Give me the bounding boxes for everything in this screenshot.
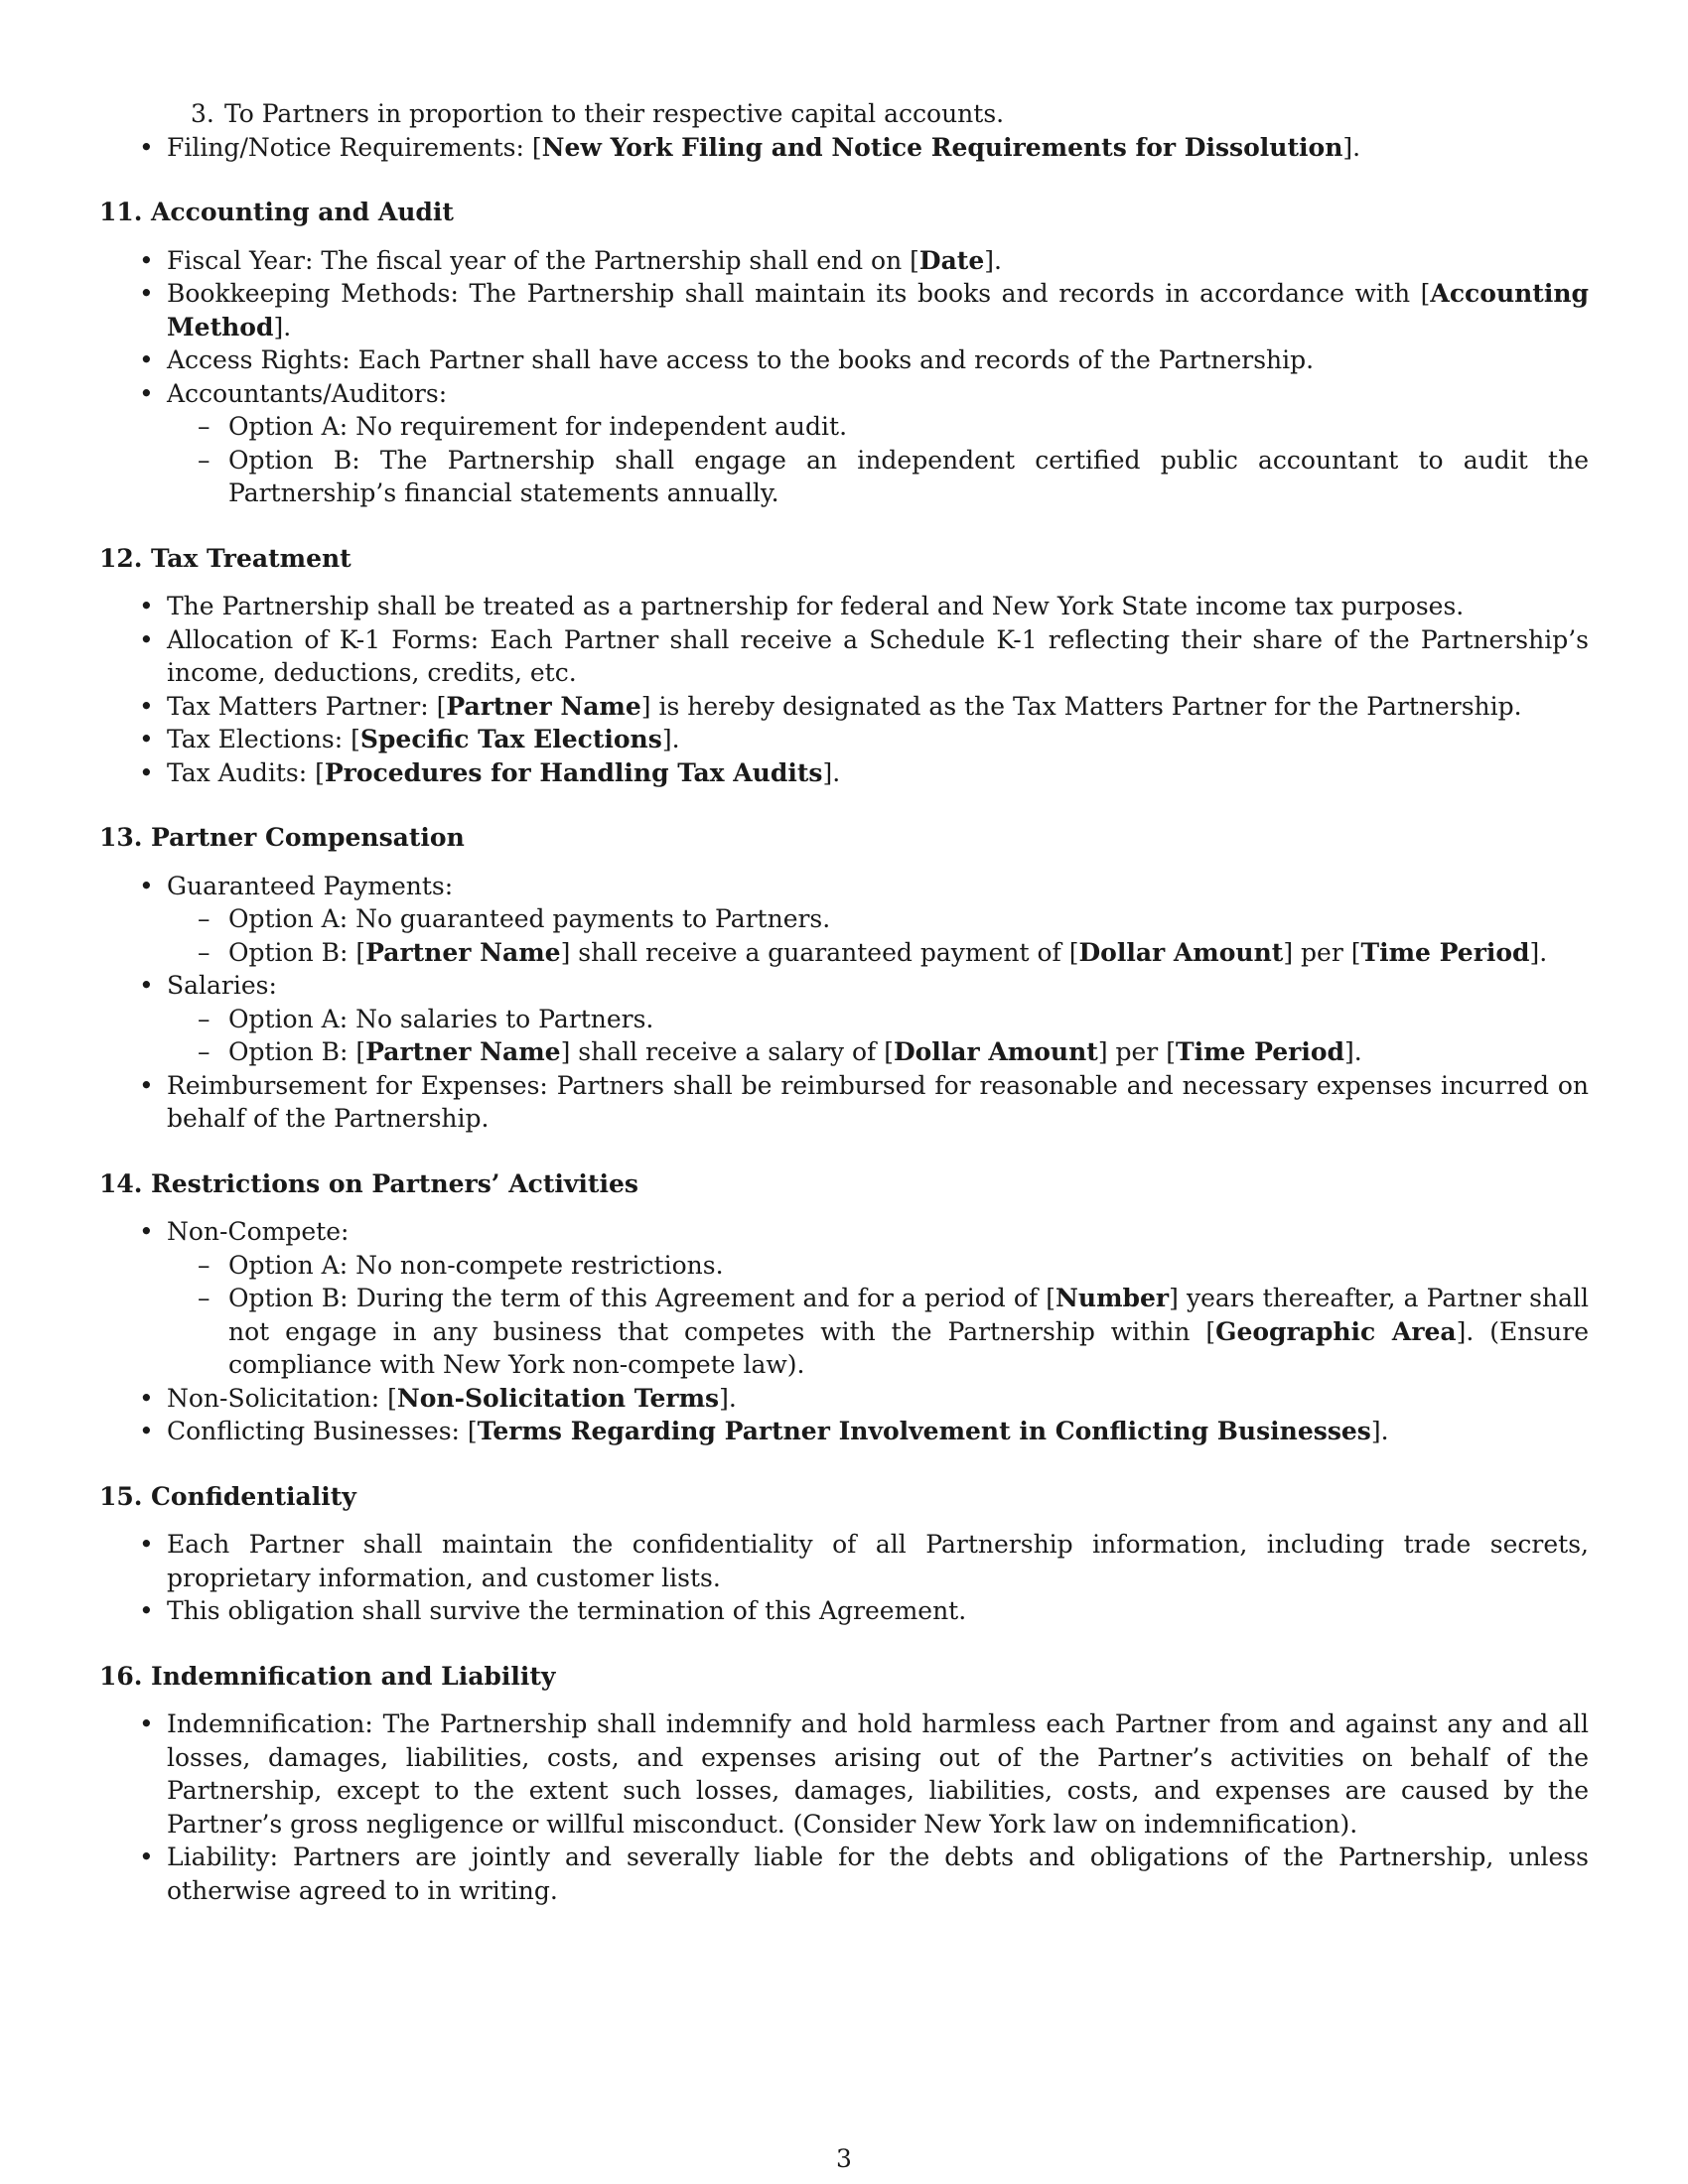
bullet-marker: • xyxy=(139,971,154,1000)
list-item: • Each Partner shall maintain the confidentiality of all Partnership information, including trade secrets, proprietary information, and customer lists. xyxy=(139,1530,1589,1592)
bullet-marker: • xyxy=(139,132,154,162)
sub-item-option-a: – Option A: No requirement for independent audit. xyxy=(99,410,1589,444)
section-heading-12: 12. Tax Treatment xyxy=(99,543,352,573)
placeholder-field: Partner Name xyxy=(446,691,641,721)
bullet-marker: • xyxy=(139,1530,154,1559)
page-content xyxy=(99,97,1589,1907)
enum-marker: 3. xyxy=(191,99,214,128)
dash-marker: – xyxy=(198,1284,211,1312)
placeholder-field: Specific Tax Elections xyxy=(359,725,662,753)
bullet-marker: • xyxy=(139,1217,154,1246)
sub-item: – Option A: No guaranteed payments to Partners. xyxy=(99,902,1589,936)
placeholder-field: Partner Name xyxy=(365,1037,561,1066)
list-item: • Tax Audits: [Procedures for Handling Tax Audits]. xyxy=(99,756,1589,790)
section-heading-13: 13. Partner Compensation xyxy=(99,823,465,852)
bullet-marker: • xyxy=(139,624,154,654)
bullet-marker: • xyxy=(139,1070,154,1100)
bullet-marker: • xyxy=(139,1843,154,1871)
placeholder-field: Non-Solicitation Terms xyxy=(396,1383,720,1413)
sub-item: – Option B: [Partner Name] shall receive a salary of [Dollar Amount] per [Time Period]. xyxy=(99,1035,1589,1069)
list-item-bookkeeping: • Bookkeeping Methods: The Partnership shall maintain its books and records in accordance with [Accounting Method]. xyxy=(139,279,1589,341)
placeholder-field: Number xyxy=(1055,1284,1170,1312)
list-item: • Non-Solicitation: [Non-Solicitation Terms]. xyxy=(99,1382,1589,1416)
placeholder-field: Dollar Amount xyxy=(1078,937,1284,967)
list-item: • Non-Compete: xyxy=(99,1215,1589,1249)
placeholder-field: Time Period xyxy=(1360,937,1530,967)
bullet-marker: • xyxy=(139,279,154,308)
page-number: 3 xyxy=(836,2144,852,2173)
list-item: • Allocation of K-1 Forms: Each Partner shall receive a Schedule K-1 reflecting their share of the Partnership’s income, deductions, credits, etc. xyxy=(139,624,1589,687)
bullet-marker: • xyxy=(139,245,154,275)
placeholder-field: Accounting Method xyxy=(167,279,1589,341)
bullet-marker: • xyxy=(139,725,154,753)
placeholder-field: Dollar Amount xyxy=(893,1037,1098,1066)
list-item: • The Partnership shall be treated as a partnership for federal and New York State income tax purposes. xyxy=(99,590,1589,623)
list-item-filing: • Filing/Notice Requirements: [New York Filing and Notice Requirements for Dissolution]. xyxy=(99,131,1589,165)
dash-marker: – xyxy=(198,445,211,475)
dash-marker: – xyxy=(198,412,211,441)
bullet-marker: • xyxy=(139,757,154,787)
placeholder-field: New York Filing and Notice Requirements for Dissolution xyxy=(541,132,1343,162)
bullet-marker: • xyxy=(139,1709,154,1738)
placeholder-field: Terms Regarding Partner Involvement in Conflicting Businesses xyxy=(477,1417,1371,1445)
placeholder-field: Partner Name xyxy=(365,937,561,967)
list-item: • Tax Elections: [Specific Tax Elections]. xyxy=(99,723,1589,756)
placeholder-field: Date xyxy=(918,245,985,275)
sub-item-option-b: – Option B: The Partnership shall engage an independent certified public accountant to audit the Partnership’s financial statements annually. xyxy=(198,445,1589,507)
bullet-marker: • xyxy=(139,345,154,374)
dash-marker: – xyxy=(198,1250,211,1280)
bullet-marker: • xyxy=(139,1417,154,1445)
list-item: • This obligation shall survive the termination of this Agreement. xyxy=(99,1594,1589,1628)
list-item: • Conflicting Businesses: [Terms Regarding Partner Involvement in Conflicting Businesses]. xyxy=(99,1415,1589,1448)
list-item: • Liability: Partners are jointly and severally liable for the debts and obligations of the Partnership, unless otherwise agreed to in writing. xyxy=(139,1843,1589,1905)
bullet-marker: • xyxy=(139,1596,154,1625)
bullet-marker: • xyxy=(139,378,154,408)
placeholder-field: Geographic Area xyxy=(1215,1316,1457,1346)
section-heading-11: 11. Accounting and Audit xyxy=(99,198,454,226)
list-item-access-rights: • Access Rights: Each Partner shall have access to the books and records of the Partnership. xyxy=(99,343,1589,377)
dash-marker: – xyxy=(198,1004,211,1033)
list-item: • Indemnification: The Partnership shall indemnify and hold harmless each Partner from and against any and all losses, damages, liabilities, costs, and expenses arising out of the Partner’s activities on behalf of the Partnership, except to the extent such losses, damages, liabilities, costs, and expenses are caused by the Partner’s gross negligence or willful misconduct. (Consider New York law on indemnification). xyxy=(139,1709,1589,1839)
list-item-fiscal-year: • Fiscal Year: The fiscal year of the Partnership shall end on [Date]. xyxy=(99,244,1589,278)
list-item: • Tax Matters Partner: [Partner Name] is hereby designated as the Tax Matters Partner for the Partnership. xyxy=(99,690,1589,724)
enum-item xyxy=(99,97,1589,131)
list-item: • Guaranteed Payments: xyxy=(99,870,1589,903)
bullet-marker: • xyxy=(139,592,154,620)
section-heading-14: 14. Restrictions on Partners’ Activities xyxy=(99,1168,638,1198)
enum-text: To Partners in proportion to their respective capital accounts. xyxy=(224,99,1005,128)
sub-item: – Option B: During the term of this Agreement and for a period of [Number] years thereafter, a Partner shall not engage in any business that competes with the Partnership within [Geographic Area]. (Ensure compliance with New York non-compete law). xyxy=(198,1284,1589,1379)
dash-marker: – xyxy=(198,1037,211,1066)
list-item: • Salaries: xyxy=(99,969,1589,1003)
section-heading-16: 16. Indemnification and Liability xyxy=(99,1661,556,1691)
bullet-marker: • xyxy=(139,691,154,721)
list-item-accountants: • Accountants/Auditors: xyxy=(99,377,1589,411)
dash-marker: – xyxy=(198,937,211,967)
list-item: • Reimbursement for Expenses: Partners shall be reimbursed for reasonable and necessary expenses incurred on behalf of the Partnership. xyxy=(139,1070,1589,1133)
dash-marker: – xyxy=(198,904,211,933)
sub-item: – Option B: [Partner Name] shall receive a guaranteed payment of [Dollar Amount] per [Time Period]. xyxy=(99,936,1589,970)
bullet-marker: • xyxy=(139,871,154,900)
sub-item: – Option A: No non-compete restrictions. xyxy=(99,1249,1589,1283)
sub-item: – Option A: No salaries to Partners. xyxy=(99,1003,1589,1036)
section-heading-15: 15. Confidentiality xyxy=(99,1481,356,1511)
bullet-marker: • xyxy=(139,1383,154,1413)
placeholder-field: Time Period xyxy=(1175,1037,1344,1066)
placeholder-field: Procedures for Handling Tax Audits xyxy=(324,757,823,787)
